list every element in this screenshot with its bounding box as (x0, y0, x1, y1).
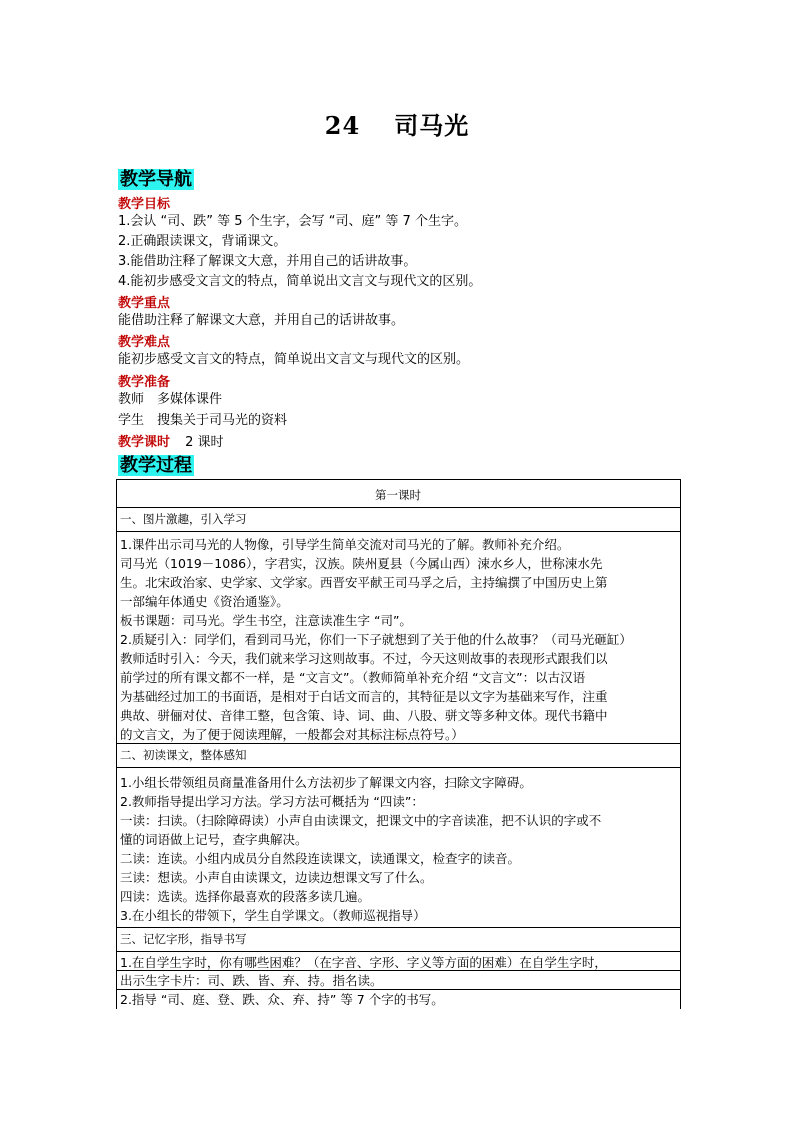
body-line: 1.小组长带领组员商量准备用什么方法初步了解课文内容，扫除文字障碍。 (120, 775, 532, 790)
body-line: 懂的词语做上记号，查字典解决。 (120, 832, 308, 847)
key-text: 能借助注释了解课文大意，并用自己的话讲故事。 (118, 313, 405, 328)
goal-item: 1.会认 “司、跌” 等 5 个生字，会写 “司、庭” 等 7 个生字。 (118, 214, 467, 229)
body-line: 的文言文，为了便于阅读理解，一般都会对其标注标点符号。） (120, 727, 464, 742)
prep-student: 学生 搜集关于司马光的资料 (118, 413, 288, 428)
body-line: 1.在自学生字时，你有哪些困难？（在字音、字形、字义等方面的困难）在自学生字时， (120, 955, 607, 970)
body-line: 为基础经过加工的书面语，是相对于白话文而言的，其特征是以文字为基础来写作，注重 (120, 689, 608, 704)
section-body (120, 535, 676, 744)
body-line: 出示生字卡片：司、跌、皆、弃、持。指名读。 (120, 973, 383, 988)
prep-label: 教学准备 (118, 375, 171, 390)
hours-row (118, 431, 224, 453)
hours-label: 教学课时 (118, 435, 171, 450)
row-divider (117, 951, 680, 952)
section-body (120, 990, 676, 1009)
section-title: 一、图片激趣，引入学习 (120, 512, 247, 526)
hours-value: 2 课时 (185, 435, 224, 450)
body-line: 教师适时引入：今天，我们就来学习这则故事。不过，今天这则故事的表现形式跟我们以 (120, 651, 608, 666)
key-label: 教学重点 (118, 296, 171, 311)
row-divider (117, 507, 680, 508)
section-body (120, 971, 676, 990)
body-line: 2.教师指导提出学习方法。学习方法可概括为 “四读”： (120, 794, 424, 809)
lesson-title: 司马光 (394, 111, 470, 140)
body-line: 1.课件出示司马光的人物像，引导学生简单交流对司马光的了解。教师补充介绍。 (120, 537, 570, 552)
prep-teacher: 教师 多媒体课件 (118, 392, 223, 407)
section-body (120, 773, 676, 925)
process-heading: 教学过程 (120, 455, 192, 476)
page-title (0, 106, 794, 141)
body-line: 生。北宋政治家、史学家、文学家。西晋安平献王司马孚之后，主持编撰了中国历史上第 (120, 575, 608, 590)
body-line: 板书课题：司马光。学生书空，注意读准生字 “司”。 (120, 613, 412, 628)
lesson-table (116, 479, 681, 1009)
lesson-number: 24 (324, 111, 361, 140)
section-title: 三、记忆字形，指导书写 (120, 932, 247, 946)
body-line: 三读：想读。小声自由读课文，边读边想课文写了什么。 (120, 870, 433, 885)
body-line: 前学过的所有课文都不一样，是 “文言文”。（教师简单补充介绍 “文言文”：以古汉语 (120, 670, 586, 685)
lesson-title-cell: 第一课时 (375, 488, 421, 502)
difficulty-label: 教学难点 (118, 335, 171, 350)
body-line: 一读：扫读。（扫除障碍读）小声自由读课文，把课文中的字音读准，把不认识的字或不 (120, 813, 602, 828)
row-divider (117, 767, 680, 768)
guide-heading: 教学导航 (120, 169, 192, 190)
body-line: 司马光（1019－1086），字君实，汉族。陕州夏县（今属山西）涑水乡人，世称涑水先 (120, 556, 603, 571)
difficulty-text: 能初步感受文言文的特点，简单说出文言文与现代文的区别。 (118, 352, 470, 367)
body-line: 一部编年体通史《资治通鉴》。 (120, 594, 289, 609)
goal-item: 4.能初步感受文言文的特点，简单说出文言文与现代文的区别。 (118, 274, 482, 289)
body-line: 3.在小组长的带领下，学生自学课文。（教师巡视指导） (120, 908, 426, 923)
goal-item: 3.能借助注释了解课文大意，并用自己的话讲故事。 (118, 254, 417, 269)
body-line: 2.质疑引入：同学们，看到司马光，你们一下子就想到了关于他的什么故事？（司马光砸缸） (120, 632, 632, 647)
goals-label: 教学目标 (118, 197, 171, 212)
row-divider (117, 927, 680, 928)
goal-item: 2.正确跟读课文，背诵课文。 (118, 234, 287, 249)
body-line: 二读：连读。小组内成员分自然段连读课文，读通课文，检查字的读音。 (120, 851, 521, 866)
body-line: 四读：选读。选择你最喜欢的段落多读几遍。 (120, 889, 371, 904)
body-line: 2.指导 “司、庭、登、跌、众、弃、持” 等 7 个字的书写。 (120, 992, 444, 1007)
row-divider (117, 743, 680, 744)
row-divider (117, 531, 680, 532)
section-title: 二、初读课文，整体感知 (120, 748, 247, 762)
body-line: 典故、骈俪对仗、音律工整，包含策、诗、词、曲、八股、骈文等多种文体。现代书籍中 (120, 708, 608, 723)
